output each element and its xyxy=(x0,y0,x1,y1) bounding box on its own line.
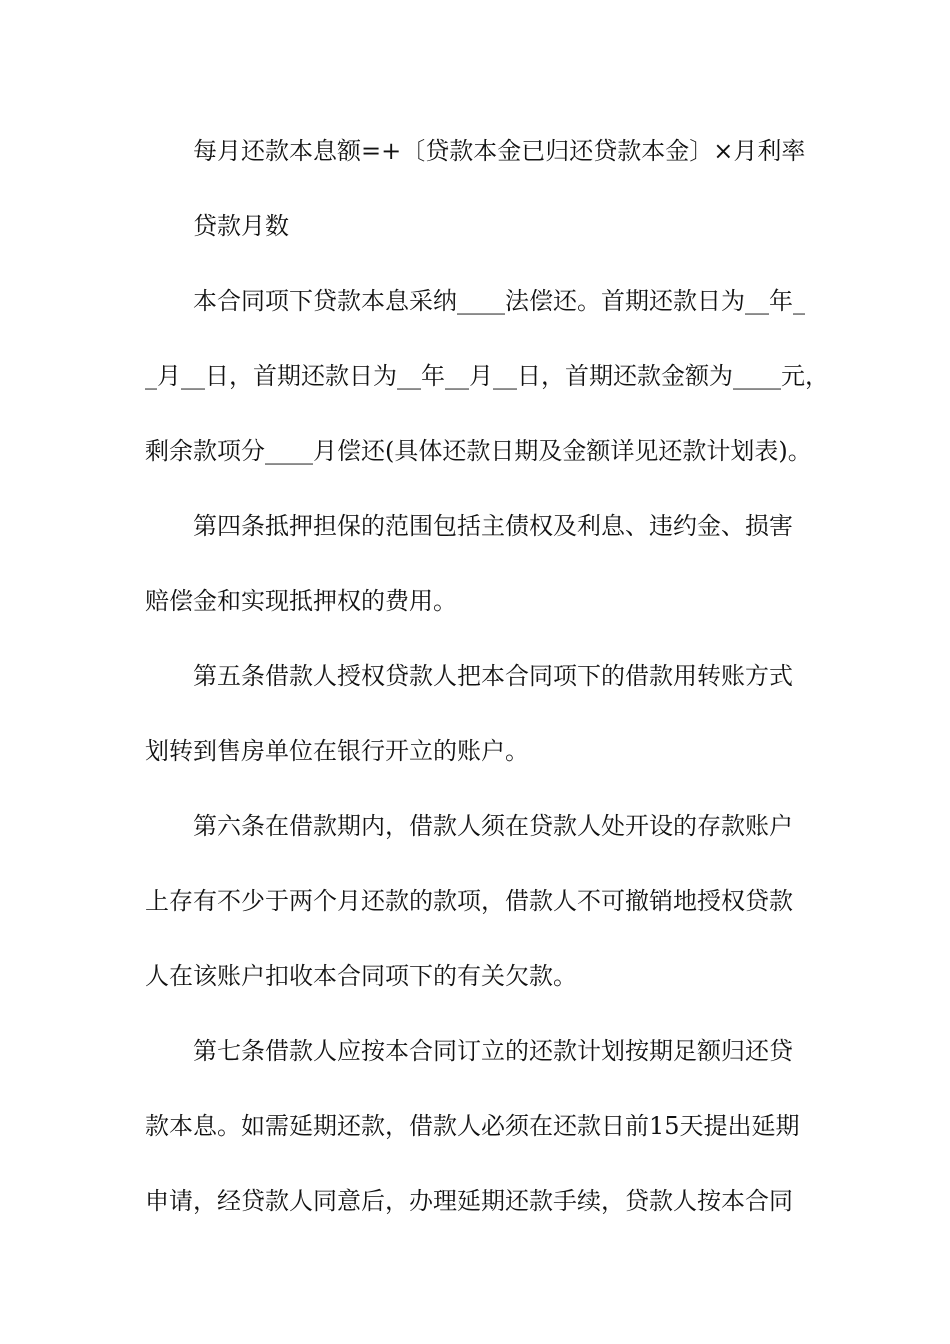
text-line-article-7: 第七条借款人应按本合同订立的还款计划按期足额归还贷 xyxy=(193,1037,793,1065)
text-line-article-5: 第五条借款人授权贷款人把本合同项下的借款用转账方式 xyxy=(193,662,793,690)
text-line-first-repayment: _月__日，首期还款日为__年__月__日，首期还款金额为____元， xyxy=(145,362,829,390)
text-line-formula: 每月还款本息额=+〔贷款本金已归还贷款本金〕×月利率 xyxy=(193,137,806,165)
text-line-loan-months: 贷款月数 xyxy=(193,212,289,240)
text-line-article-6-cont-2: 人在该账户扣收本合同项下的有关欠款。 xyxy=(145,962,577,990)
text-line-remaining-payment: 剩余款项分____月偿还(具体还款日期及金额详见还款计划表)。 xyxy=(145,437,812,465)
text-line-article-7-cont-2: 申请，经贷款人同意后，办理延期还款手续，贷款人按本合同 xyxy=(145,1187,793,1215)
text-line-article-7-cont-1: 款本息。如需延期还款，借款人必须在还款日前15天提出延期 xyxy=(145,1112,800,1140)
text-line-article-4-cont: 赔偿金和实现抵押权的费用。 xyxy=(145,587,457,615)
text-line-article-5-cont: 划转到售房单位在银行开立的账户。 xyxy=(145,737,529,765)
text-line-repayment-method: 本合同项下贷款本息采纳____法偿还。首期还款日为__年_ xyxy=(193,287,805,315)
text-line-article-6: 第六条在借款期内，借款人须在贷款人处开设的存款账户 xyxy=(193,812,793,840)
text-line-article-6-cont-1: 上存有不少于两个月还款的款项，借款人不可撤销地授权贷款 xyxy=(145,887,793,915)
text-line-article-4: 第四条抵押担保的范围包括主债权及利息、违约金、损害 xyxy=(193,512,793,540)
